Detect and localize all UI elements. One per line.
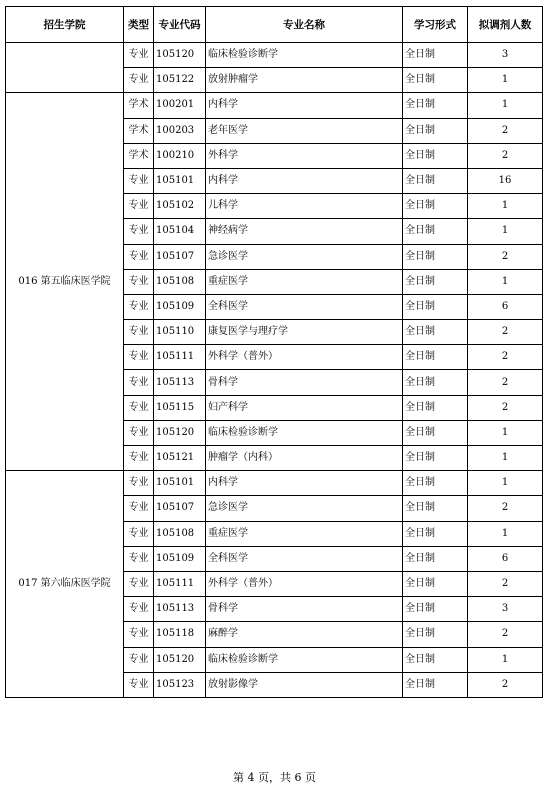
cell-type: 专业 xyxy=(124,168,154,193)
cell-name: 急诊医学 xyxy=(206,244,403,269)
cell-type: 专业 xyxy=(124,571,154,596)
cell-name: 全科医学 xyxy=(206,294,403,319)
cell-code: 100203 xyxy=(154,118,206,143)
cell-name: 放射影像学 xyxy=(206,672,403,697)
cell-code: 105101 xyxy=(154,168,206,193)
cell-code: 105108 xyxy=(154,521,206,546)
cell-name: 儿科学 xyxy=(206,194,403,219)
cell-mode: 全日制 xyxy=(403,496,468,521)
header-code: 专业代码 xyxy=(154,7,206,43)
cell-college: 017 第六临床医学院 xyxy=(6,471,124,698)
cell-college: 016 第五临床医学院 xyxy=(6,93,124,471)
cell-mode: 全日制 xyxy=(403,93,468,118)
cell-name: 外科学 xyxy=(206,143,403,168)
cell-count: 1 xyxy=(468,68,543,93)
cell-code: 105104 xyxy=(154,219,206,244)
cell-count: 1 xyxy=(468,194,543,219)
cell-mode: 全日制 xyxy=(403,244,468,269)
header-count: 拟调剂人数 xyxy=(468,7,543,43)
cell-college xyxy=(6,43,124,93)
cell-count: 2 xyxy=(468,320,543,345)
cell-type: 专业 xyxy=(124,370,154,395)
cell-code: 100201 xyxy=(154,93,206,118)
cell-type: 专业 xyxy=(124,597,154,622)
cell-count: 2 xyxy=(468,571,543,596)
cell-name: 临床检验诊断学 xyxy=(206,647,403,672)
header-name: 专业名称 xyxy=(206,7,403,43)
cell-count: 3 xyxy=(468,597,543,622)
cell-type: 专业 xyxy=(124,43,154,68)
cell-mode: 全日制 xyxy=(403,446,468,471)
cell-name: 临床检验诊断学 xyxy=(206,43,403,68)
cell-type: 专业 xyxy=(124,269,154,294)
cell-count: 1 xyxy=(468,471,543,496)
cell-code: 105109 xyxy=(154,294,206,319)
cell-code: 105121 xyxy=(154,446,206,471)
cell-name: 全科医学 xyxy=(206,546,403,571)
cell-name: 重症医学 xyxy=(206,269,403,294)
cell-count: 1 xyxy=(468,446,543,471)
cell-count: 1 xyxy=(468,269,543,294)
cell-mode: 全日制 xyxy=(403,597,468,622)
cell-mode: 全日制 xyxy=(403,194,468,219)
cell-count: 1 xyxy=(468,93,543,118)
table-row xyxy=(6,43,543,68)
cell-type: 专业 xyxy=(124,647,154,672)
cell-name: 肿瘤学（内科） xyxy=(206,446,403,471)
cell-count: 6 xyxy=(468,546,543,571)
cell-count: 2 xyxy=(468,395,543,420)
cell-type: 专业 xyxy=(124,68,154,93)
cell-type: 专业 xyxy=(124,521,154,546)
cell-name: 老年医学 xyxy=(206,118,403,143)
cell-mode: 全日制 xyxy=(403,143,468,168)
cell-type: 专业 xyxy=(124,471,154,496)
cell-mode: 全日制 xyxy=(403,672,468,697)
cell-mode: 全日制 xyxy=(403,647,468,672)
cell-name: 妇产科学 xyxy=(206,395,403,420)
cell-count: 2 xyxy=(468,244,543,269)
cell-type: 专业 xyxy=(124,219,154,244)
cell-count: 2 xyxy=(468,622,543,647)
table-row xyxy=(6,471,543,496)
header-college: 招生学院 xyxy=(6,7,124,43)
cell-type: 专业 xyxy=(124,194,154,219)
cell-mode: 全日制 xyxy=(403,571,468,596)
cell-type: 学术 xyxy=(124,93,154,118)
cell-type: 专业 xyxy=(124,320,154,345)
cell-code: 105113 xyxy=(154,597,206,622)
cell-name: 外科学（普外） xyxy=(206,571,403,596)
cell-mode: 全日制 xyxy=(403,521,468,546)
cell-type: 专业 xyxy=(124,395,154,420)
cell-count: 16 xyxy=(468,168,543,193)
table-body xyxy=(6,43,543,698)
cell-code: 105120 xyxy=(154,647,206,672)
cell-mode: 全日制 xyxy=(403,168,468,193)
cell-mode: 全日制 xyxy=(403,269,468,294)
cell-count: 2 xyxy=(468,370,543,395)
cell-mode: 全日制 xyxy=(403,118,468,143)
cell-code: 105120 xyxy=(154,420,206,445)
cell-count: 2 xyxy=(468,143,543,168)
cell-name: 骨科学 xyxy=(206,370,403,395)
cell-code: 105118 xyxy=(154,622,206,647)
cell-type: 专业 xyxy=(124,496,154,521)
cell-mode: 全日制 xyxy=(403,471,468,496)
cell-name: 重症医学 xyxy=(206,521,403,546)
cell-name: 内科学 xyxy=(206,93,403,118)
cell-mode: 全日制 xyxy=(403,395,468,420)
cell-code: 105107 xyxy=(154,496,206,521)
cell-type: 专业 xyxy=(124,345,154,370)
cell-name: 麻醉学 xyxy=(206,622,403,647)
cell-name: 内科学 xyxy=(206,168,403,193)
cell-name: 临床检验诊断学 xyxy=(206,420,403,445)
header-mode: 学习形式 xyxy=(403,7,468,43)
cell-code: 105122 xyxy=(154,68,206,93)
cell-count: 1 xyxy=(468,647,543,672)
cell-count: 2 xyxy=(468,118,543,143)
cell-code: 105115 xyxy=(154,395,206,420)
cell-mode: 全日制 xyxy=(403,622,468,647)
cell-code: 105120 xyxy=(154,43,206,68)
cell-mode: 全日制 xyxy=(403,43,468,68)
cell-type: 专业 xyxy=(124,672,154,697)
cell-count: 1 xyxy=(468,521,543,546)
cell-mode: 全日制 xyxy=(403,546,468,571)
cell-code: 105123 xyxy=(154,672,206,697)
cell-type: 专业 xyxy=(124,420,154,445)
cell-code: 105109 xyxy=(154,546,206,571)
cell-count: 2 xyxy=(468,496,543,521)
cell-mode: 全日制 xyxy=(403,370,468,395)
cell-mode: 全日制 xyxy=(403,68,468,93)
cell-mode: 全日制 xyxy=(403,420,468,445)
cell-count: 3 xyxy=(468,43,543,68)
page-number: 第 4 页，共 6 页 xyxy=(233,771,316,784)
cell-name: 放射肿瘤学 xyxy=(206,68,403,93)
table-row xyxy=(6,93,543,118)
cell-type: 学术 xyxy=(124,143,154,168)
cell-mode: 全日制 xyxy=(403,320,468,345)
cell-name: 内科学 xyxy=(206,471,403,496)
cell-type: 专业 xyxy=(124,622,154,647)
cell-count: 6 xyxy=(468,294,543,319)
cell-code: 105107 xyxy=(154,244,206,269)
cell-count: 1 xyxy=(468,219,543,244)
cell-code: 105110 xyxy=(154,320,206,345)
table-header-row xyxy=(6,7,543,43)
cell-mode: 全日制 xyxy=(403,345,468,370)
cell-type: 专业 xyxy=(124,244,154,269)
cell-code: 105111 xyxy=(154,571,206,596)
cell-type: 学术 xyxy=(124,118,154,143)
cell-type: 专业 xyxy=(124,446,154,471)
cell-name: 外科学（普外） xyxy=(206,345,403,370)
cell-mode: 全日制 xyxy=(403,219,468,244)
cell-code: 105102 xyxy=(154,194,206,219)
header-type: 类型 xyxy=(124,7,154,43)
cell-type: 专业 xyxy=(124,546,154,571)
cell-name: 康复医学与理疗学 xyxy=(206,320,403,345)
cell-count: 2 xyxy=(468,345,543,370)
adjustment-table xyxy=(5,6,543,698)
cell-code: 105101 xyxy=(154,471,206,496)
cell-code: 105113 xyxy=(154,370,206,395)
cell-mode: 全日制 xyxy=(403,294,468,319)
cell-code: 100210 xyxy=(154,143,206,168)
cell-code: 105111 xyxy=(154,345,206,370)
cell-name: 骨科学 xyxy=(206,597,403,622)
cell-name: 急诊医学 xyxy=(206,496,403,521)
cell-count: 2 xyxy=(468,672,543,697)
cell-code: 105108 xyxy=(154,269,206,294)
cell-name: 神经病学 xyxy=(206,219,403,244)
cell-type: 专业 xyxy=(124,294,154,319)
cell-count: 1 xyxy=(468,420,543,445)
